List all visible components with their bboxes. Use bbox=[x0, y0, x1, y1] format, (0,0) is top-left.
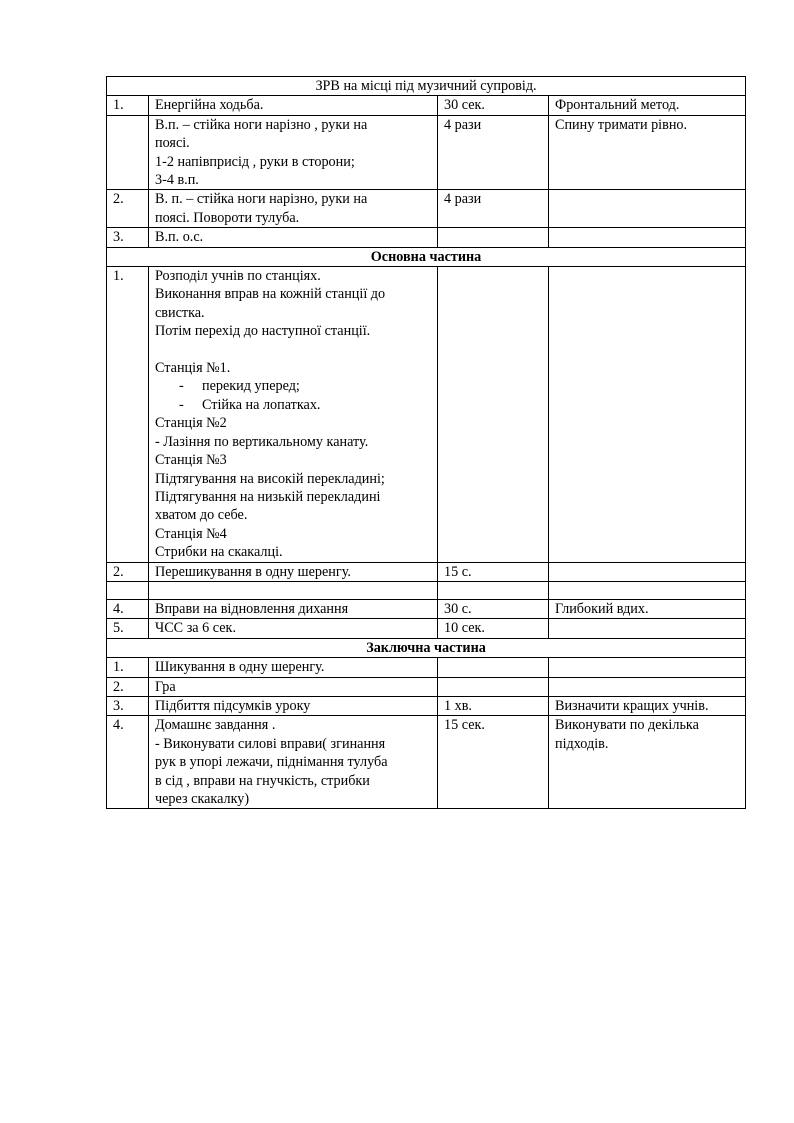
blank-line bbox=[555, 658, 739, 676]
blank-line bbox=[555, 619, 739, 637]
blank-line bbox=[155, 341, 431, 359]
row-number: 3. bbox=[107, 228, 149, 247]
lesson-plan-body bbox=[107, 77, 746, 809]
text-line: В.п. – стійка ноги нарізно , руки на bbox=[155, 116, 368, 133]
text-line: підходів. bbox=[555, 735, 609, 752]
text-line: Перешикування в одну шеренгу. bbox=[155, 563, 351, 580]
exercise-description bbox=[149, 696, 438, 715]
method-note bbox=[549, 658, 746, 677]
text-line: Визначити кращих учнів. bbox=[555, 697, 709, 714]
method-note bbox=[549, 267, 746, 562]
text-line: Виконувати по декілька bbox=[555, 717, 699, 734]
dosage-cell: 30 с. bbox=[438, 599, 549, 618]
dosage-cell bbox=[438, 228, 549, 247]
row-number: 1. bbox=[107, 96, 149, 115]
exercise-description bbox=[149, 619, 438, 638]
exercise-description bbox=[149, 716, 438, 809]
text-line: 3-4 в.п. bbox=[155, 172, 199, 189]
empty-cell bbox=[438, 581, 549, 599]
text-line: Підтягування на високій перекладині; bbox=[155, 470, 385, 487]
section-title: Заключна частина bbox=[107, 638, 746, 657]
dosage-cell: 10 сек. bbox=[438, 619, 549, 638]
bullet-text: Стійка на лопатках. bbox=[202, 396, 321, 413]
empty-cell bbox=[549, 581, 746, 599]
method-note bbox=[549, 115, 746, 190]
row-number: 2. bbox=[107, 562, 149, 581]
empty-cell bbox=[107, 581, 149, 599]
text-line: Підтягування на низькій перекладині bbox=[155, 488, 381, 505]
table-row bbox=[107, 619, 746, 638]
blank-line bbox=[555, 190, 739, 208]
table-header-cell: ЗРВ на місці під музичний супровід. bbox=[107, 77, 746, 96]
dosage-cell bbox=[438, 677, 549, 696]
text-line: ЧСС за 6 сек. bbox=[155, 620, 236, 637]
dosage-cell: 15 с. bbox=[438, 562, 549, 581]
method-note bbox=[549, 599, 746, 618]
text-line: Глибокий вдих. bbox=[555, 600, 649, 617]
exercise-description bbox=[149, 190, 438, 228]
method-note bbox=[549, 716, 746, 809]
method-note bbox=[549, 562, 746, 581]
bullet-line bbox=[155, 396, 431, 414]
row-number: 1. bbox=[107, 658, 149, 677]
dosage-cell: 4 рази bbox=[438, 115, 549, 190]
text-line: Шикування в одну шеренгу. bbox=[155, 659, 325, 676]
table-row bbox=[107, 267, 746, 562]
table-row bbox=[107, 228, 746, 247]
exercise-description bbox=[149, 599, 438, 618]
empty-cell bbox=[149, 581, 438, 599]
exercise-description bbox=[149, 96, 438, 115]
exercise-description bbox=[149, 267, 438, 562]
dosage-cell: 15 сек. bbox=[438, 716, 549, 809]
text-line: Станція №2 bbox=[155, 415, 227, 432]
text-line: Гра bbox=[155, 678, 176, 695]
text-line: Станція №1. bbox=[155, 360, 231, 377]
text-line: Фронтальний метод. bbox=[555, 97, 680, 114]
method-note bbox=[549, 190, 746, 228]
section-header-row bbox=[107, 638, 746, 657]
text-line: - Лазіння по вертикальному канату. bbox=[155, 433, 369, 450]
method-note bbox=[549, 677, 746, 696]
dosage-cell bbox=[438, 267, 549, 562]
text-line: Станція №4 bbox=[155, 525, 227, 542]
dash-bullet-icon: - bbox=[179, 396, 184, 413]
row-number: 1. bbox=[107, 267, 149, 562]
method-note bbox=[549, 96, 746, 115]
table-row bbox=[107, 716, 746, 809]
row-number: 4. bbox=[107, 716, 149, 809]
row-number: 4. bbox=[107, 599, 149, 618]
text-line: поясі. Повороти тулуба. bbox=[155, 209, 300, 226]
blank-line bbox=[555, 267, 739, 285]
lesson-plan-table bbox=[106, 76, 746, 809]
text-line: - Виконувати силові вправи( згинання bbox=[155, 735, 386, 752]
text-line: Домашнє завдання . bbox=[155, 717, 276, 734]
text-line: Станція №3 bbox=[155, 452, 227, 469]
text-line: хватом до себе. bbox=[155, 507, 248, 524]
section-header-row bbox=[107, 247, 746, 266]
empty-row bbox=[107, 581, 746, 599]
blank-line bbox=[555, 563, 739, 581]
table-row bbox=[107, 190, 746, 228]
row-number: 2. bbox=[107, 190, 149, 228]
table-row bbox=[107, 599, 746, 618]
text-line: В. п. – стійка ноги нарізно, руки на bbox=[155, 191, 368, 208]
text-line: 1-2 напівприсід , руки в сторони; bbox=[155, 153, 355, 170]
row-number bbox=[107, 115, 149, 190]
table-row bbox=[107, 96, 746, 115]
section-title: Основна частина bbox=[107, 247, 746, 266]
table-row bbox=[107, 677, 746, 696]
row-number: 5. bbox=[107, 619, 149, 638]
table-row bbox=[107, 562, 746, 581]
row-number: 2. bbox=[107, 677, 149, 696]
text-line: в сід , вправи на гнучкість, стрибки bbox=[155, 772, 370, 789]
text-line: Стрибки на скакалці. bbox=[155, 544, 283, 561]
table-row bbox=[107, 658, 746, 677]
text-line: поясі. bbox=[155, 135, 190, 152]
method-note bbox=[549, 696, 746, 715]
exercise-description bbox=[149, 562, 438, 581]
exercise-description bbox=[149, 658, 438, 677]
dash-bullet-icon: - bbox=[179, 378, 184, 395]
blank-line bbox=[555, 228, 739, 246]
text-line: Виконання вправ на кожній станції до bbox=[155, 286, 386, 303]
text-line: Розподіл учнів по станціях. bbox=[155, 268, 321, 285]
text-line: свистка. bbox=[155, 304, 205, 321]
bullet-line bbox=[155, 377, 431, 395]
dosage-cell: 30 сек. bbox=[438, 96, 549, 115]
table-row bbox=[107, 115, 746, 190]
text-line: Потім перехід до наступної станції. bbox=[155, 323, 371, 340]
table-row bbox=[107, 696, 746, 715]
exercise-description bbox=[149, 115, 438, 190]
text-line: Підбиття підсумків уроку bbox=[155, 697, 311, 714]
exercise-description bbox=[149, 677, 438, 696]
method-note bbox=[549, 228, 746, 247]
row-number: 3. bbox=[107, 696, 149, 715]
bullet-text: перекид уперед; bbox=[202, 378, 300, 395]
text-line: Енергійна ходьба. bbox=[155, 97, 264, 114]
text-line: Вправи на відновлення дихання bbox=[155, 600, 349, 617]
method-note bbox=[549, 619, 746, 638]
blank-line bbox=[555, 678, 739, 696]
text-line: через скакалку) bbox=[155, 791, 250, 808]
dosage-cell: 4 рази bbox=[438, 190, 549, 228]
table-header-row bbox=[107, 77, 746, 96]
text-line: Спину тримати рівно. bbox=[555, 116, 688, 133]
dosage-cell: 1 хв. bbox=[438, 696, 549, 715]
dosage-cell bbox=[438, 658, 549, 677]
text-line: В.п. о.с. bbox=[155, 229, 204, 246]
text-line: рук в упорі лежачи, піднімання тулуба bbox=[155, 754, 388, 771]
exercise-description bbox=[149, 228, 438, 247]
